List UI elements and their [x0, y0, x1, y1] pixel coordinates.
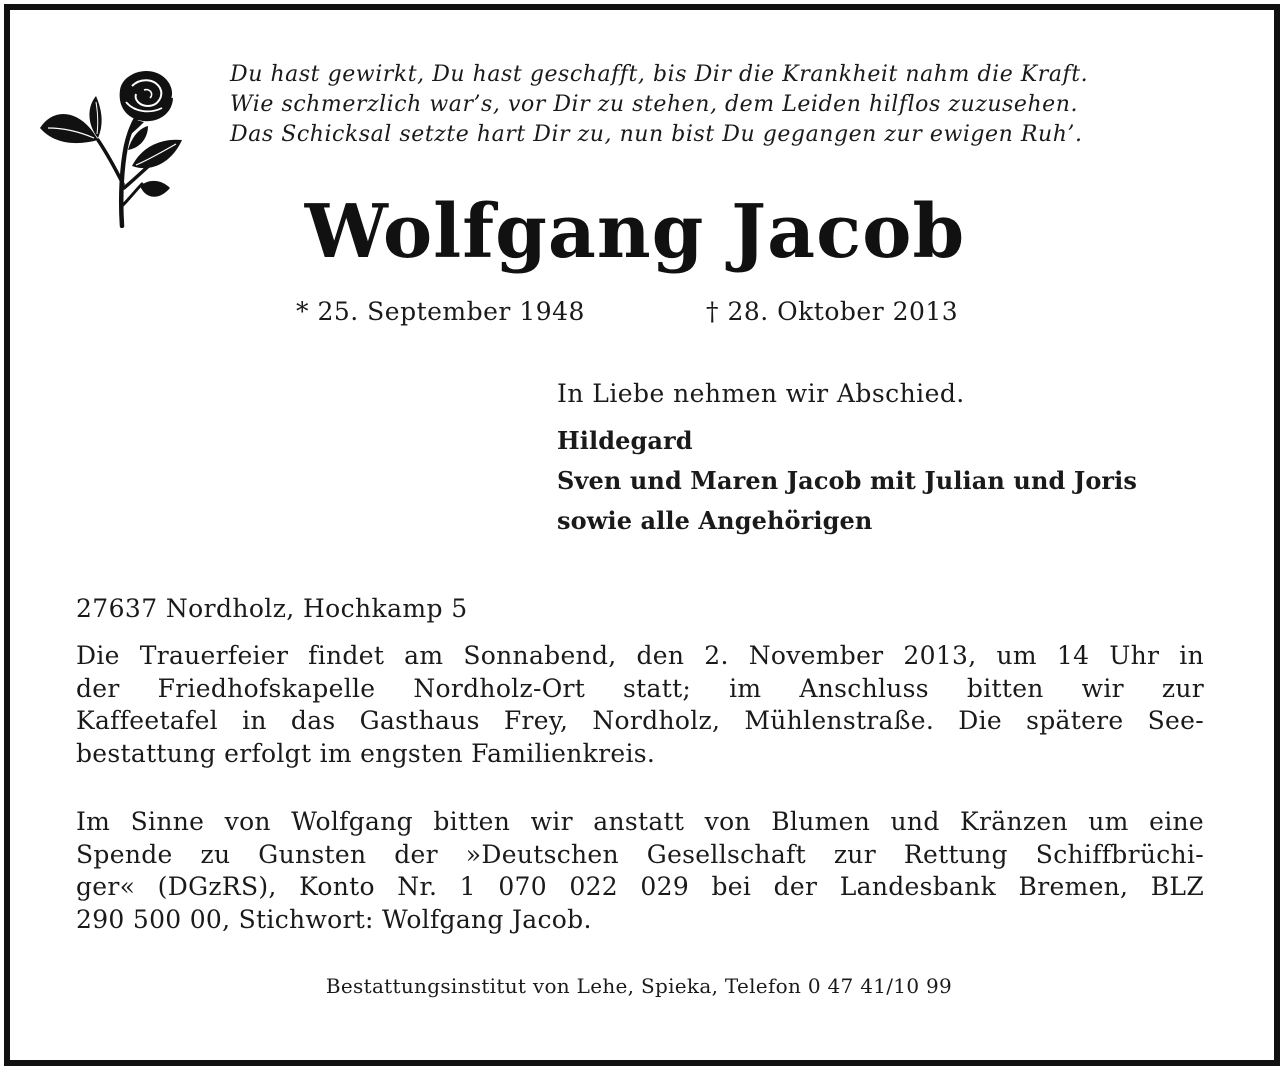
- deceased-name: Wolfgang Jacob: [304, 189, 966, 275]
- funeral-line: Die Trauerfeier findet am Sonnabend, den 2. November 2013, um 14 Uhr in: [76, 641, 1204, 670]
- funeral-home-footer: Bestattungsinstitut von Lehe, Spieka, Telefon 0 47 41/10 99: [325, 974, 953, 998]
- farewell-line: In Liebe nehmen wir Abschied.: [557, 379, 965, 408]
- funeral-details: [76, 640, 1204, 770]
- family-address: 27637 Nordholz, Hochkamp 5: [76, 594, 468, 623]
- donation-line: Im Sinne von Wolfgang bitten wir anstatt von Blumen und Kränzen um eine: [76, 807, 1204, 836]
- birth-date: * 25. September 1948: [296, 297, 585, 326]
- funeral-line: der Friedhofskapelle Nordholz-Ort statt; im Anschluss bitten wir zur: [76, 673, 1204, 703]
- funeral-line: bestattung erfolgt im engsten Familienkreis.: [76, 738, 656, 768]
- mourners-list: [557, 421, 1137, 541]
- donation-line: ger« (DGzRS), Konto Nr. 1 070 022 029 bei der Landesbank Bremen, BLZ: [76, 872, 1204, 901]
- poem-line: Wie schmerzlich war’s, vor Dir zu stehen, dem Leiden hilflos zuzusehen.: [230, 92, 1079, 117]
- donation-line: 290 500 00, Stichwort: Wolfgang Jacob.: [76, 904, 592, 934]
- funeral-line: Kaffeetafel in das Gasthaus Frey, Nordholz, Mühlenstraße. Die spätere See-: [76, 706, 1204, 735]
- donation-request: [76, 806, 1204, 936]
- death-date: † 28. Oktober 2013: [706, 297, 959, 326]
- mourner-line: Hildegard: [557, 426, 693, 455]
- memorial-poem: [230, 60, 1220, 150]
- mourner-line: sowie alle Angehörigen: [557, 506, 873, 535]
- poem-line: Das Schicksal setzte hart Dir zu, nun bist Du gegangen zur ewigen Ruh’.: [230, 122, 1083, 147]
- mourner-line: Sven und Maren Jacob mit Julian und Joris: [557, 466, 1138, 495]
- donation-line: Spende zu Gunsten der »Deutschen Gesellschaft zur Rettung Schiffbrüchi-: [76, 839, 1204, 869]
- poem-line: Du hast gewirkt, Du hast geschafft, bis Dir die Krankheit nahm die Kraft.: [230, 62, 1089, 87]
